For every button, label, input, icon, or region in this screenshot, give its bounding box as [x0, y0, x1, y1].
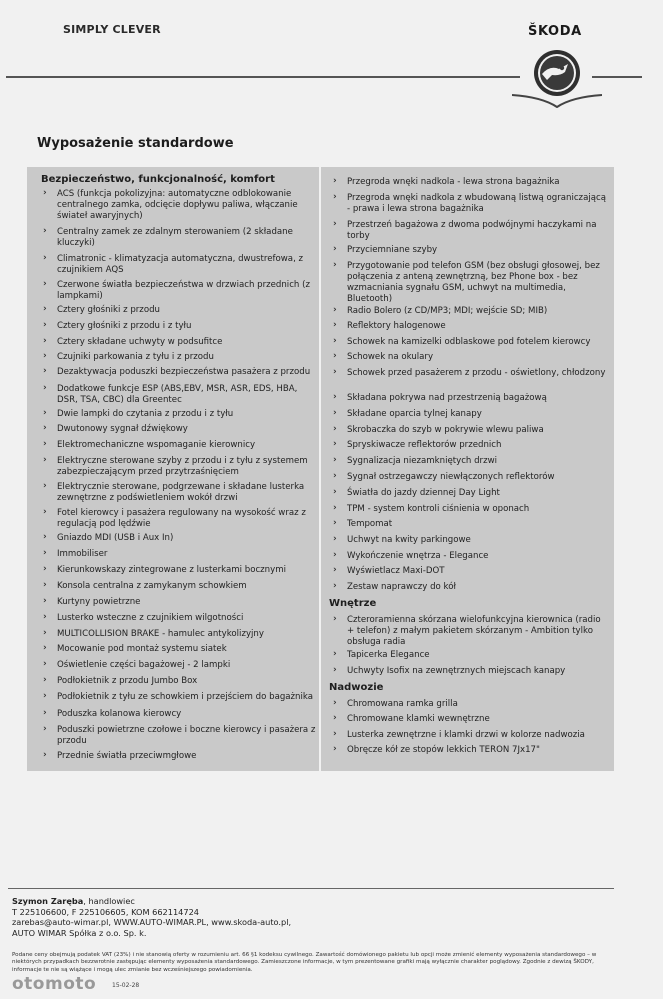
list-item [43, 481, 317, 504]
list-item-text: Konsola centralna z zamykanym schowkiem [57, 581, 247, 591]
chevron-right-icon: › [333, 565, 337, 575]
list-item [333, 244, 609, 256]
chevron-right-icon: › [333, 665, 337, 675]
disclaimer-line: informacje te nie są wiążące i mogą ulec zmianie bez wcześniejszego powiadomienia. [12, 966, 253, 973]
list-item-text: Climatronic - klimatyzacja automatyczna, dwustrefowa, z czujnikiem AQS [57, 254, 304, 275]
disclaimer-line: niektórych przypadkach bezzwrotnie zastępując elementy wyposażenia standardowego. Zamieszczone informacje, w tym prezentowane grafiki mają wyłącznie charakter poglądowy. Zgodnie z dewizą ŠKODY, [12, 959, 594, 966]
list-item-text: Dodatkowe funkcje ESP (ABS,EBV, MSR, ASR, EDS, HBA, DSR, TSA, CBC) dla Greentec [57, 384, 298, 405]
page-title: Wyposażenie standardowe [37, 136, 234, 151]
list-item [333, 424, 609, 436]
list-item [43, 383, 317, 406]
list-item [333, 581, 609, 593]
chevron-right-icon: › [333, 649, 337, 659]
chevron-right-icon: › [43, 564, 47, 574]
chevron-right-icon: › [333, 176, 337, 186]
list-item [333, 487, 609, 499]
list-item [43, 675, 317, 687]
chevron-right-icon: › [333, 581, 337, 591]
list-item-text: Wyświetlacz Maxi-DOT [347, 566, 445, 576]
chevron-right-icon: › [43, 439, 47, 449]
chevron-right-icon: › [333, 244, 337, 254]
chevron-right-icon: › [43, 279, 47, 289]
chevron-right-icon: › [43, 423, 47, 433]
list-item [333, 336, 609, 348]
list-item [43, 455, 317, 478]
list-item [333, 565, 609, 577]
list-item [43, 507, 317, 530]
chevron-right-icon: › [43, 366, 47, 376]
left-panel [27, 167, 319, 771]
list-item-text: Przednie światła przeciwmgłowe [57, 751, 197, 761]
contact-phones: T 225106600, F 225106605, KOM 662114724 [12, 906, 200, 917]
chevron-right-icon: › [43, 612, 47, 622]
list-item-text: Radio Bolero (z CD/MP3; MDI; wejście SD; MIB) [347, 306, 548, 316]
chevron-right-icon: › [333, 729, 337, 739]
list-item [333, 471, 609, 483]
list-item [43, 423, 317, 435]
chevron-right-icon: › [43, 643, 47, 653]
list-item [333, 305, 609, 317]
chevron-right-icon: › [333, 392, 337, 402]
list-item [43, 336, 317, 348]
list-item-text: Czteroramienna skórzana wielofunkcyjna kierownica (radio + telefon) z małym pakietem skórzanym - Ambition tylko obsługa radia [347, 615, 601, 647]
list-item-text: Sygnalizacja niezamkniętych drzwi [347, 456, 498, 466]
list-item [43, 253, 317, 276]
chevron-right-icon: › [333, 614, 337, 624]
chevron-right-icon: › [333, 713, 337, 723]
brand-name: ŠKODA [528, 24, 582, 39]
list-item-text: Schowek na kamizelki odblaskowe pod fotelem kierowcy [347, 337, 591, 347]
list-item-text: Wykończenie wnętrza - Elegance [347, 551, 489, 561]
list-item-text: Centralny zamek ze zdalnym sterowaniem (2 składane kluczyki) [57, 227, 293, 248]
chevron-right-icon: › [333, 424, 337, 434]
list-item [333, 176, 609, 188]
list-item-text: Zestaw naprawczy do kół [347, 582, 456, 592]
list-item [333, 455, 609, 467]
chevron-right-icon: › [43, 724, 47, 734]
list-item [43, 708, 317, 720]
list-item [43, 580, 317, 592]
disclaimer-line: Podane ceny obejmują podatek VAT (23%) i nie stanowią oferty w rozumieniu art. 66 §1 kodeksu cywilnego. Zawartość domówionego pakietu lub opcji może zmienić elementy wyposażenia standardowego – w [12, 952, 597, 958]
list-item-text: Czerwone światła bezpieczeństwa w drzwiach przednich (z lampkami) [57, 280, 310, 301]
list-item [333, 503, 609, 515]
list-item-text: Przestrzeń bagażowa z dwoma podwójnymi haczykami na torby [347, 220, 597, 241]
contact-company: AUTO WIMAR Spółka z o.o. Sp. k. [12, 927, 147, 938]
list-item [43, 691, 317, 703]
list-item [333, 534, 609, 546]
chevron-right-icon: › [43, 408, 47, 418]
list-item-text: Składane oparcia tylnej kanapy [347, 409, 482, 419]
list-item [43, 279, 317, 302]
chevron-right-icon: › [43, 691, 47, 701]
skoda-logo-icon [532, 48, 582, 98]
list-item [333, 614, 609, 648]
chevron-right-icon: › [333, 439, 337, 449]
list-item [333, 439, 609, 451]
list-item [43, 351, 317, 363]
list-item [333, 649, 609, 661]
list-item-text: Przyciemniane szyby [347, 245, 438, 255]
list-item-text: Poduszki powietrzne czołowe i boczne kierowcy i pasażera z przodu [57, 725, 316, 746]
chevron-right-icon: › [333, 471, 337, 481]
list-item-text: Cztery składane uchwyty w podsufitce [57, 337, 223, 347]
list-item [333, 729, 609, 741]
list-item-text: Elektromechaniczne wspomaganie kierownicy [57, 440, 256, 450]
list-item [333, 219, 609, 242]
list-item [43, 596, 317, 608]
watermark: otomoto [12, 974, 97, 994]
chevron-right-icon: › [333, 455, 337, 465]
contact-role: , handlowiec [83, 896, 135, 906]
contact-name: Szymon Zaręba [12, 896, 84, 906]
chevron-right-icon: › [43, 351, 47, 361]
chevron-right-icon: › [333, 550, 337, 560]
list-item-text: Chromowana ramka grilla [347, 699, 458, 709]
list-item [43, 659, 317, 671]
list-item [333, 518, 609, 530]
section-heading-body: Nadwozie [329, 682, 384, 693]
chevron-right-icon: › [333, 305, 337, 315]
list-item-text: Poduszka kolanowa kierowcy [57, 709, 182, 719]
list-item-text: Kierunkowskazy zintegrowane z lusterkami bocznymi [57, 565, 286, 575]
list-item [43, 226, 317, 249]
list-item [43, 628, 317, 640]
list-item [43, 724, 317, 747]
list-item-text: Dwie lampki do czytania z przodu i z tyłu [57, 409, 234, 419]
chevron-right-icon: › [333, 219, 337, 229]
chevron-right-icon: › [43, 659, 47, 669]
list-item-text: Fotel kierowcy i pasażera regulowany na wysokość wraz z regulacją pod lędźwie [57, 508, 306, 529]
list-item-text: Schowek na okulary [347, 352, 434, 362]
list-item-text: Dwutonowy sygnał dźwiękowy [57, 424, 188, 434]
list-item-text: Obręcze kół ze stopów lekkich TERON 7Jx17" [347, 745, 540, 755]
chevron-right-icon: › [333, 408, 337, 418]
list-item [333, 713, 609, 725]
chevron-right-icon: › [43, 507, 47, 517]
list-item-text: Schowek przed pasażerem z przodu - oświetlony, chłodzony [347, 368, 606, 378]
chevron-right-icon: › [43, 336, 47, 346]
list-item-text: Składana pokrywa nad przestrzenią bagażową [347, 393, 547, 403]
list-item [333, 698, 609, 710]
list-item-text: Przygotowanie pod telefon GSM (bez obsługi głosowej, bez połączenia z anteną zewnętrzną, bez Phone box - bez wzmacniania sygnału GSM, uchwyt na multimedia, Bluetooth) [347, 261, 600, 304]
chevron-right-icon: › [333, 192, 337, 202]
chevron-right-icon: › [43, 675, 47, 685]
chevron-right-icon: › [333, 367, 337, 377]
list-item-text: Dezaktywacja poduszki bezpieczeństwa pasażera z przodu [57, 367, 311, 377]
section-heading-interior: Wnętrze [329, 598, 377, 609]
list-item [333, 408, 609, 420]
list-item [43, 750, 317, 762]
chevron-right-icon: › [333, 320, 337, 330]
chevron-right-icon: › [43, 596, 47, 606]
list-item-text: Światła do jazdy dziennej Day Light [347, 488, 500, 498]
section-heading: Bezpieczeństwo, funkcjonalność, komfort [41, 174, 275, 185]
list-item [333, 392, 609, 404]
slogan: SIMPLY CLEVER [63, 23, 161, 36]
chevron-right-icon: › [43, 481, 47, 491]
chevron-right-icon: › [333, 534, 337, 544]
list-item-text: Tapicerka Elegance [347, 650, 430, 660]
list-item-text: Kurtyny powietrzne [57, 597, 141, 607]
chevron-right-icon: › [333, 487, 337, 497]
list-item-text: Chromowane klamki wewnętrzne [347, 714, 490, 724]
list-item-text: Spryskiwacze reflektorów przednich [347, 440, 502, 450]
list-item [43, 643, 317, 655]
chevron-right-icon: › [333, 336, 337, 346]
list-item-text: Podłokietnik z tyłu ze schowkiem i przejściem do bagażnika [57, 692, 313, 702]
chevron-right-icon: › [43, 628, 47, 638]
chevron-right-icon: › [43, 750, 47, 760]
list-item-text: MULTICOLLISION BRAKE - hamulec antykolizyjny [57, 629, 264, 639]
list-item [333, 744, 609, 756]
list-item [43, 532, 317, 544]
chevron-right-icon: › [43, 304, 47, 314]
right-panel [321, 167, 614, 771]
list-item-text: Skrobaczka do szyb w pokrywie wlewu paliwa [347, 425, 544, 435]
chevron-right-icon: › [333, 698, 337, 708]
disclaimer [12, 952, 640, 974]
list-item [43, 320, 317, 332]
chevron-right-icon: › [333, 503, 337, 513]
chevron-right-icon: › [43, 708, 47, 718]
list-item-text: Uchwyt na kwity parkingowe [347, 535, 471, 545]
list-item [43, 564, 317, 576]
list-item-text: Przegroda wnęki nadkola z wbudowaną listwą ograniczającą - prawa i lewa strona bagażnika [347, 193, 606, 214]
list-item [333, 260, 609, 305]
list-item-text: Lusterko wsteczne z czujnikiem wilgotności [57, 613, 244, 623]
contact-block [12, 896, 291, 938]
chevron-right-icon: › [333, 260, 337, 270]
chevron-right-icon: › [333, 351, 337, 361]
chevron-right-icon: › [43, 383, 47, 393]
list-item [333, 550, 609, 562]
list-item-text: Cztery głośniki z przodu i z tyłu [57, 321, 192, 331]
list-item [43, 439, 317, 451]
footer-divider [8, 888, 614, 889]
chevron-right-icon: › [333, 744, 337, 754]
chevron-right-icon: › [43, 580, 47, 590]
list-item [43, 548, 317, 560]
logo-wings-icon [512, 94, 602, 108]
list-item-text: Cztery głośniki z przodu [57, 305, 160, 315]
chevron-right-icon: › [333, 518, 337, 528]
list-item-text: Lusterka zewnętrzne i klamki drzwi w kolorze nadwozia [347, 730, 585, 740]
list-item [43, 408, 317, 420]
list-item-text: Sygnał ostrzegawczy niewłączonych reflektorów [347, 472, 555, 482]
list-item-text: TPM - system kontroli ciśnienia w oponach [347, 504, 530, 514]
contact-name-line [12, 896, 291, 907]
list-item-text: ACS (funkcja pokolizyjna: automatyczne odblokowanie centralnego zamka, odcięcie dopływu paliwa, włączanie świateł awaryjnych) [57, 189, 298, 221]
document-date: 15-02-28 [112, 982, 140, 989]
list-item-text: Uchwyty Isofix na zewnętrznych miejscach kanapy [347, 666, 566, 676]
contact-email-web: zarebas@auto-wimar.pl, WWW.AUTO-WIMAR.PL, www.skoda-auto.pl, [12, 917, 292, 927]
list-item [333, 367, 609, 379]
list-item [333, 320, 609, 332]
chevron-right-icon: › [43, 253, 47, 263]
list-item-text: Czujniki parkowania z tyłu i z przodu [57, 352, 214, 362]
list-item [43, 304, 317, 316]
list-item-text: Przegroda wnęki nadkola - lewa strona bagażnika [347, 177, 560, 187]
chevron-right-icon: › [43, 188, 47, 198]
chevron-right-icon: › [43, 320, 47, 330]
list-item [43, 366, 317, 378]
list-item-text: Gniazdo MDI (USB i Aux In) [57, 533, 174, 543]
list-item-text: Elektrycznie sterowane, podgrzewane i składane lusterka zewnętrzne z podświetleniem wokół drzwi [57, 482, 305, 503]
list-item-text: Reflektory halogenowe [347, 321, 446, 331]
chevron-right-icon: › [43, 548, 47, 558]
list-item-text: Immobiliser [57, 549, 108, 559]
chevron-right-icon: › [43, 226, 47, 236]
list-item [333, 665, 609, 677]
list-item-text: Oświetlenie części bagażowej - 2 lampki [57, 660, 231, 670]
list-item-text: Podłokietnik z przodu Jumbo Box [57, 676, 198, 686]
list-item [333, 351, 609, 363]
list-item-text: Mocowanie pod montaż systemu siatek [57, 644, 227, 654]
chevron-right-icon: › [43, 532, 47, 542]
list-item [43, 188, 317, 222]
list-item-text: Tempomat [347, 519, 393, 529]
list-item-text: Elektryczne sterowane szyby z przodu i z tyłu z systemem zabezpieczającym przed przytrzaśnięciem [57, 456, 308, 477]
chevron-right-icon: › [43, 455, 47, 465]
list-item [43, 612, 317, 624]
list-item [333, 192, 609, 215]
